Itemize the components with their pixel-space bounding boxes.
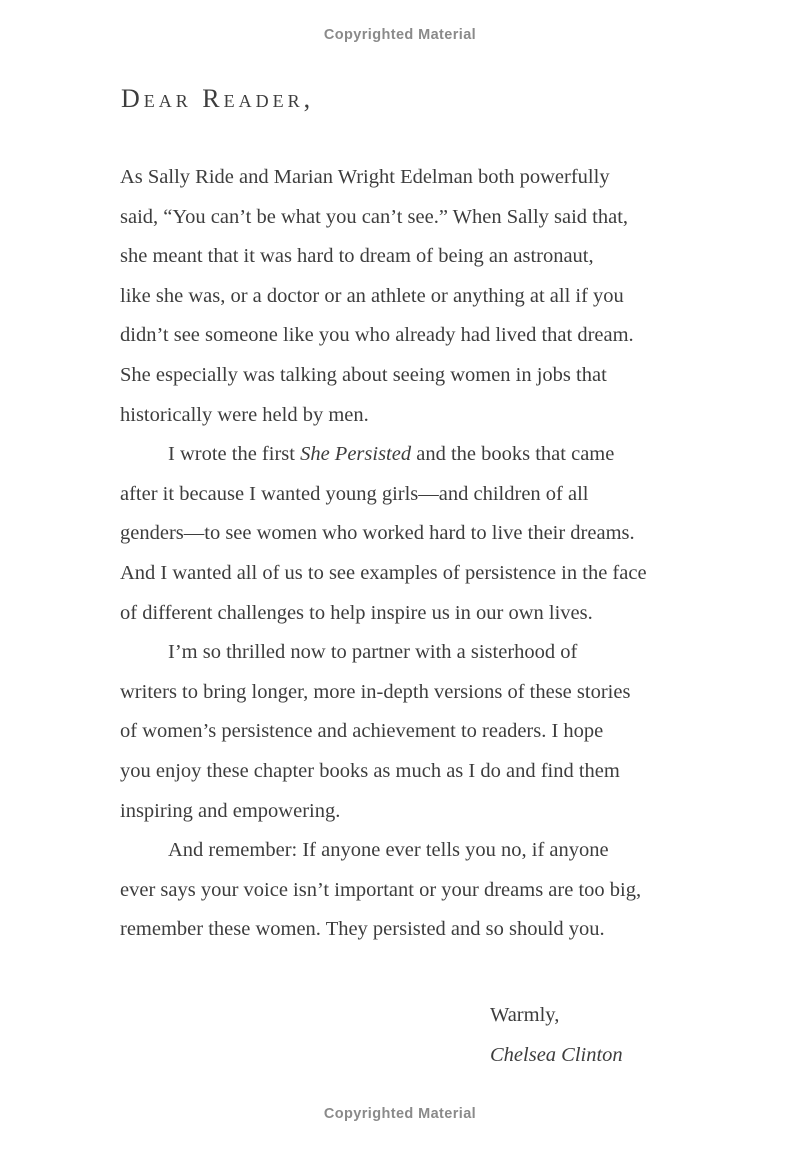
- text-line: said, “You can’t be what you can’t see.” When Sally said that,: [120, 205, 629, 228]
- text-line: And remember: If anyone ever tells you no, if anyone: [168, 839, 609, 862]
- text-line: of women’s persistence and achievement to readers. I hope: [120, 720, 604, 743]
- letter-closing: Warmly,: [490, 1004, 560, 1026]
- text-line: I’m so thrilled now to partner with a sisterhood of: [168, 641, 578, 664]
- text-line: you enjoy these chapter books as much as I do and find them: [120, 759, 620, 782]
- text-line: genders—to see women who worked hard to live their dreams.: [120, 522, 635, 545]
- text-line: like she was, or a doctor or an athlete or anything at all if you: [120, 284, 624, 307]
- paragraph: [120, 831, 720, 950]
- text-line: historically were held by men.: [120, 403, 369, 426]
- text-line: And I wanted all of us to see examples of persistence in the face: [120, 561, 647, 584]
- text-line: [120, 435, 720, 475]
- letter-signature: Chelsea Clinton: [490, 1044, 623, 1066]
- copyright-notice-top: Copyrighted Material: [323, 27, 477, 43]
- text-line: she meant that it was hard to dream of being an astronaut,: [120, 245, 594, 268]
- letter-salutation: Dear Reader,: [121, 84, 315, 113]
- paragraph: [120, 633, 720, 831]
- copyright-notice-bottom: Copyrighted Material: [323, 1106, 477, 1122]
- signature-block: [490, 995, 623, 1075]
- text-line: after it because I wanted young girls—and children of all: [120, 482, 589, 505]
- letter-body: [120, 158, 720, 950]
- book-title-italic: She Persisted: [300, 443, 412, 466]
- text-line: writers to bring longer, more in-depth versions of these stories: [120, 680, 631, 703]
- text-segment: and the books that came: [411, 443, 615, 466]
- text-line: ever says your voice isn’t important or your dreams are too big,: [120, 878, 642, 901]
- paragraph: [120, 435, 720, 633]
- text-line: didn’t see someone like you who already had lived that dream.: [120, 324, 634, 347]
- text-line: As Sally Ride and Marian Wright Edelman both powerfully: [120, 166, 610, 188]
- text-segment: I wrote the first: [168, 443, 301, 466]
- text-line: of different challenges to help inspire us in our own lives.: [120, 601, 593, 624]
- text-line: remember these women. They persisted and so should you.: [120, 918, 605, 941]
- paragraph: [120, 158, 720, 435]
- text-line: She especially was talking about seeing women in jobs that: [120, 363, 607, 386]
- text-line: inspiring and empowering.: [120, 799, 341, 822]
